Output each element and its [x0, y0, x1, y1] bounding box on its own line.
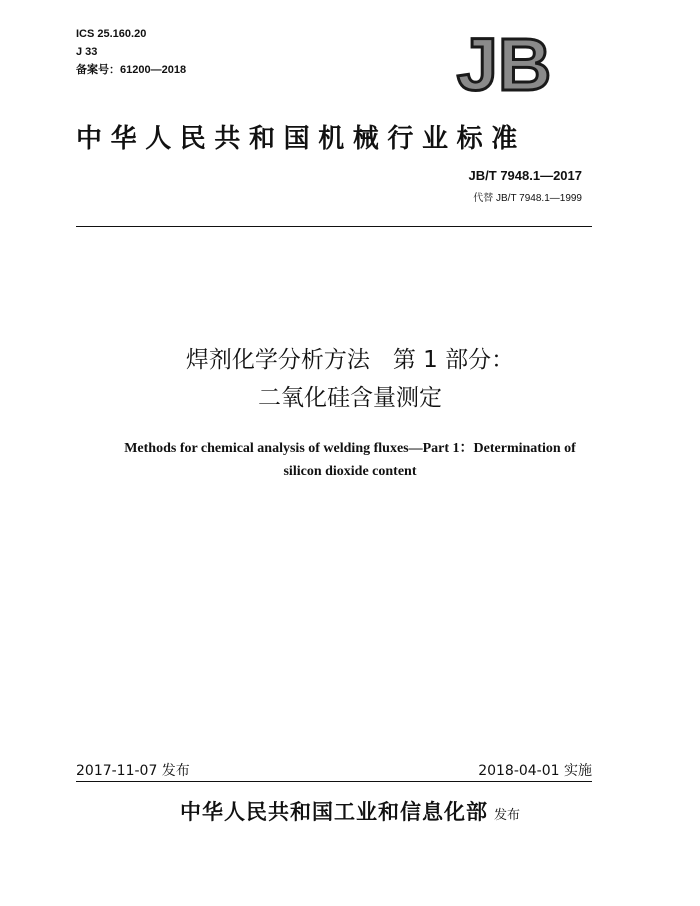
issuer-name: 中华人民共和国工业和信息化部	[179, 800, 488, 824]
replaced-standard: 代替 JB/T 7948.1—1999	[473, 193, 582, 204]
issue-date: 2017-11-07 发布	[76, 763, 190, 779]
jb-logo	[446, 30, 562, 96]
record-number: 备案号：61200—2018	[76, 64, 187, 76]
standard-number: JB/T 7948.1—2017	[468, 168, 582, 183]
issuer	[0, 796, 700, 826]
header-meta	[76, 25, 186, 79]
jb-logo-text: JB	[456, 30, 552, 96]
ics-code: ICS 25.160.20	[76, 28, 147, 40]
title-zh-line1: 焊剂化学分析方法 第 1 部分：	[185, 347, 515, 373]
title-en-line1: Methods for chemical analysis of welding fluxes—Part 1：Determination of	[124, 441, 576, 456]
standard-category-title: 中华人民共和国机械行业标准	[76, 124, 526, 154]
ccs-code: J 33	[76, 46, 98, 58]
issuer-action: 发布	[493, 808, 520, 823]
title-en-line2: silicon dioxide content	[283, 464, 417, 479]
implementation-date: 2018-04-01 实施	[478, 763, 592, 779]
footer-divider	[76, 781, 592, 782]
title-zh-line2: 二氧化硅含量测定	[258, 385, 442, 411]
header-divider	[76, 226, 592, 227]
